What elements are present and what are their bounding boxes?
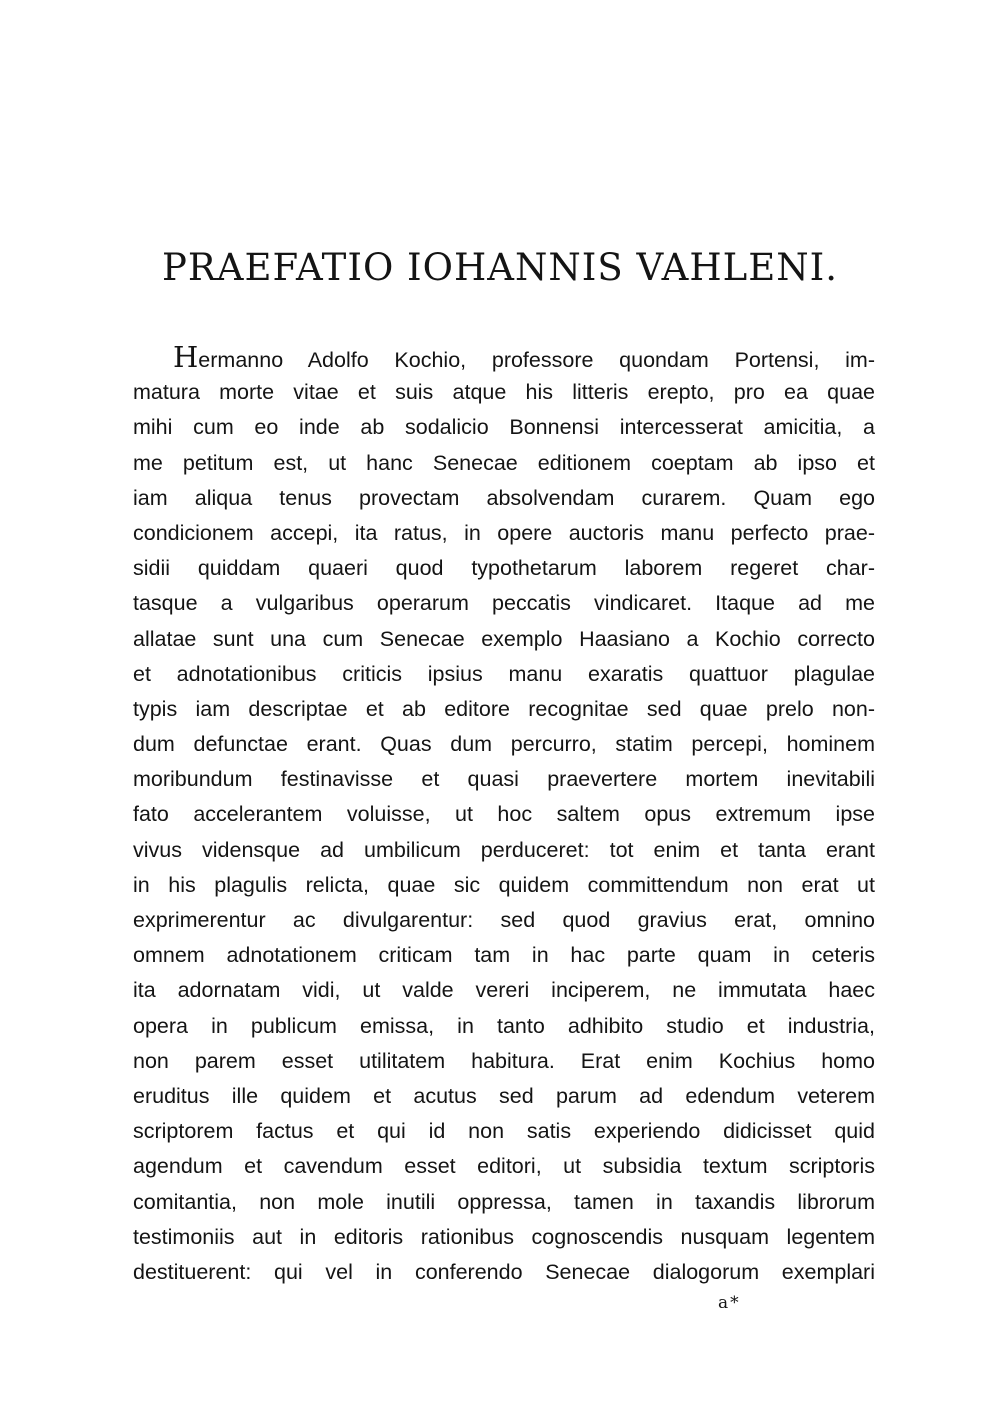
text-line: scriptorem factus et qui id non satis experiendo didicisset quid (133, 1119, 875, 1144)
text-line: testimoniis aut in editoris rationibus cognoscendis nusquam legentem (133, 1224, 875, 1249)
text-line: exprimerentur ac divulgarentur: sed quod gravius erat, omnino (133, 908, 875, 932)
text-line: me petitum est, ut hanc Senecae editionem coeptam ab ipso et (133, 450, 875, 475)
text-line (133, 340, 875, 375)
text-line: vivus vidensque ad umbilicum perduceret: tot enim et tanta erant (133, 837, 875, 862)
text-line: sidii quiddam quaeri quod typothetarum laborem regeret char- (133, 556, 875, 581)
text-line: eruditus ille quidem et acutus sed parum ad edendum veterem (133, 1083, 875, 1108)
text-line: destituerent: qui vel in conferendo Senecae dialogorum exemplari (133, 1259, 875, 1284)
page-title: PRAEFATIO IOHANNIS VAHLENI. (162, 246, 838, 289)
line-text: ermanno Adolfo Kochio, professore quondam Portensi, im- (198, 348, 875, 372)
signature-mark: a* (718, 1293, 741, 1313)
text-line: moribundum festinavisse et quasi praevertere mortem inevitabili (133, 767, 875, 792)
text-line: agendum et cavendum esset editori, ut subsidia textum scriptoris (133, 1154, 875, 1179)
drop-cap: H (173, 340, 199, 374)
text-line: ita adornatam vidi, ut valde vereri inciperem, ne immutata haec (133, 978, 875, 1003)
text-line: mihi cum eo inde ab sodalicio Bonnensi intercesserat amicitia, a (133, 415, 875, 440)
text-line: dum defunctae erant. Quas dum percurro, statim percepi, hominem (133, 732, 875, 757)
text-line: omnem adnotationem criticam tam in hac parte quam in ceteris (133, 943, 875, 968)
preface-body (133, 340, 875, 1290)
text-line: allatae sunt una cum Senecae exemplo Haasiano a Kochio correcto (133, 626, 875, 651)
text-line: tasque a vulgaribus operarum peccatis vindicaret. Itaque ad me (133, 591, 875, 616)
text-line: et adnotationibus criticis ipsius manu exaratis quattuor plagulae (133, 661, 875, 686)
text-line: opera in publicum emissa, in tanto adhibito studio et industria, (133, 1013, 875, 1038)
text-line: typis iam descriptae et ab editore recognitae sed quae prelo non- (133, 696, 875, 721)
text-line: non parem esset utilitatem habitura. Erat enim Kochius homo (133, 1048, 875, 1073)
text-line: condicionem accepi, ita ratus, in opere auctoris manu perfecto prae- (133, 520, 875, 545)
text-line: matura morte vitae et suis atque his litteris erepto, pro ea quae (133, 380, 875, 405)
text-line: in his plagulis relicta, quae sic quidem committendum non erat ut (133, 872, 875, 897)
text-line: fato accelerantem voluisse, ut hoc saltem opus extremum ipse (133, 802, 875, 827)
text-line: comitantia, non mole inutili oppressa, tamen in taxandis librorum (133, 1189, 875, 1214)
text-line: iam aliqua tenus provectam absolvendam curarem. Quam ego (133, 485, 875, 510)
